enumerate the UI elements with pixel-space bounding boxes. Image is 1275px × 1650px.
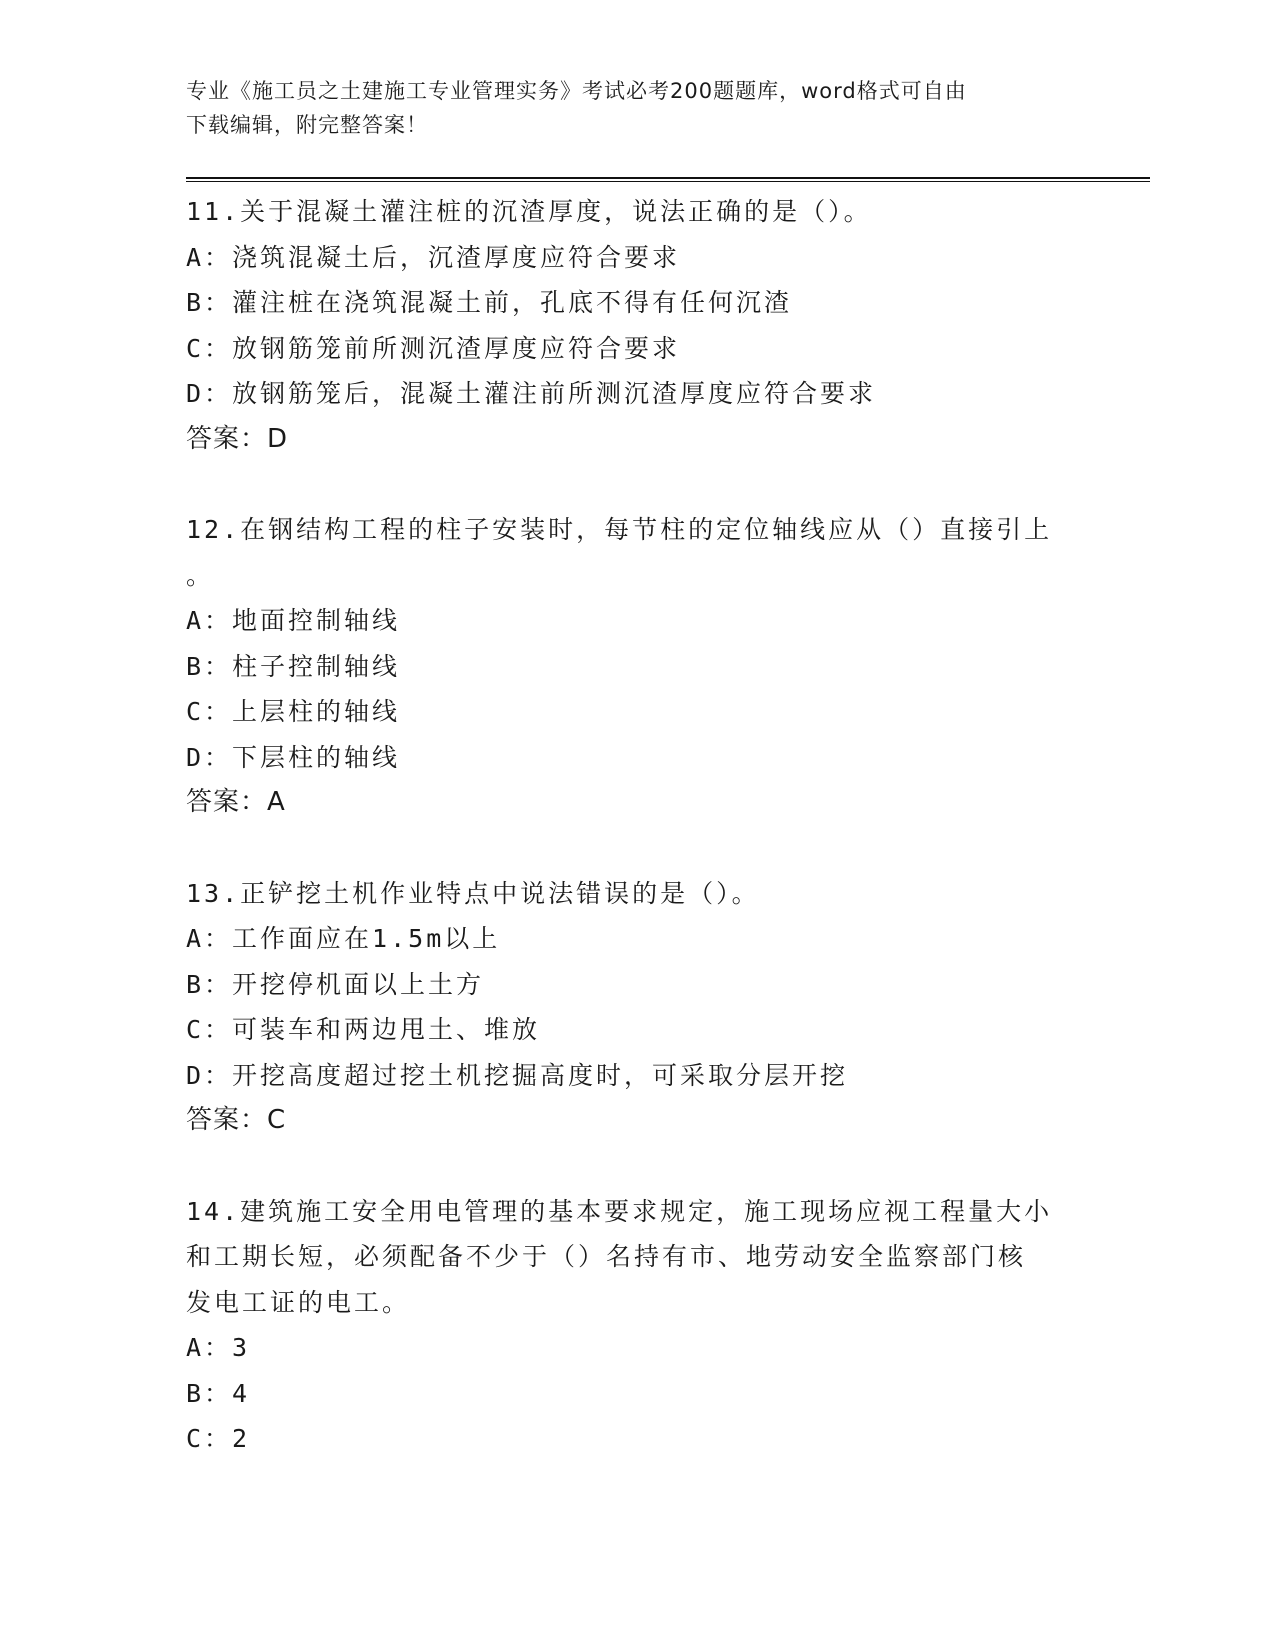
option-c: C：放钢筋笼前所测沉渣厚度应符合要求 <box>186 333 681 363</box>
question-stem: 13.正铲挖土机作业特点中说法错误的是（）。 <box>186 878 760 908</box>
answer-text: 答案：D <box>186 423 289 454</box>
option-d: D：开挖高度超过挖土机挖掘高度时，可采取分层开挖 <box>186 1060 849 1090</box>
option-b: B：灌注桩在浇筑混凝土前，孔底不得有任何沉渣 <box>186 288 793 317</box>
option-d: D：下层柱的轴线 <box>186 742 401 772</box>
header-line-1: 专业《施工员之土建施工专业管理实务》考试必考200题题库，word格式可自由 <box>186 79 967 103</box>
question-11 <box>186 189 1146 462</box>
answer-text: 答案：A <box>186 787 286 817</box>
option-d: D：放钢筋笼后，混凝土灌注前所测沉渣厚度应符合要求 <box>186 379 877 408</box>
question-stem-continuation: 。 <box>186 560 215 590</box>
question-stem: 11.关于混凝土灌注桩的沉渣厚度，说法正确的是（）。 <box>186 197 872 226</box>
option-c: C：可装车和两边甩土、堆放 <box>186 1015 541 1044</box>
header-line-2: 下载编辑，附完整答案！ <box>186 113 428 137</box>
question-stem: 12.在钢结构工程的柱子安装时，每节柱的定位轴线应从（）直接引上 <box>186 515 1053 544</box>
option-a: A：工作面应在1.5m以上 <box>186 924 501 953</box>
option-a: A：地面控制轴线 <box>186 606 401 635</box>
header-divider-thick <box>186 177 1150 179</box>
option-b: B：柱子控制轴线 <box>186 651 401 681</box>
document-header <box>186 74 1086 142</box>
option-c: C：2 <box>186 1424 251 1453</box>
question-list <box>186 189 1146 1507</box>
option-b: B：4 <box>186 1378 251 1408</box>
question-stem-line-3: 发电工证的电工。 <box>186 1287 411 1317</box>
question-13 <box>186 871 1146 1144</box>
question-stem-line-2: 和工期长短，必须配备不少于（）名持有市、地劳动安全监察部门核 <box>186 1242 1027 1271</box>
answer-text: 答案：C <box>186 1105 287 1135</box>
question-12 <box>186 507 1146 826</box>
question-stem-line-1: 14.建筑施工安全用电管理的基本要求规定，施工现场应视工程量大小 <box>186 1196 1053 1226</box>
option-a: A：3 <box>186 1333 251 1362</box>
header-divider-thin <box>186 181 1150 182</box>
option-a: A：浇筑混凝土后，沉渣厚度应符合要求 <box>186 242 681 272</box>
question-14 <box>186 1189 1146 1462</box>
option-b: B：开挖停机面以上土方 <box>186 969 485 999</box>
option-c: C：上层柱的轴线 <box>186 697 401 726</box>
